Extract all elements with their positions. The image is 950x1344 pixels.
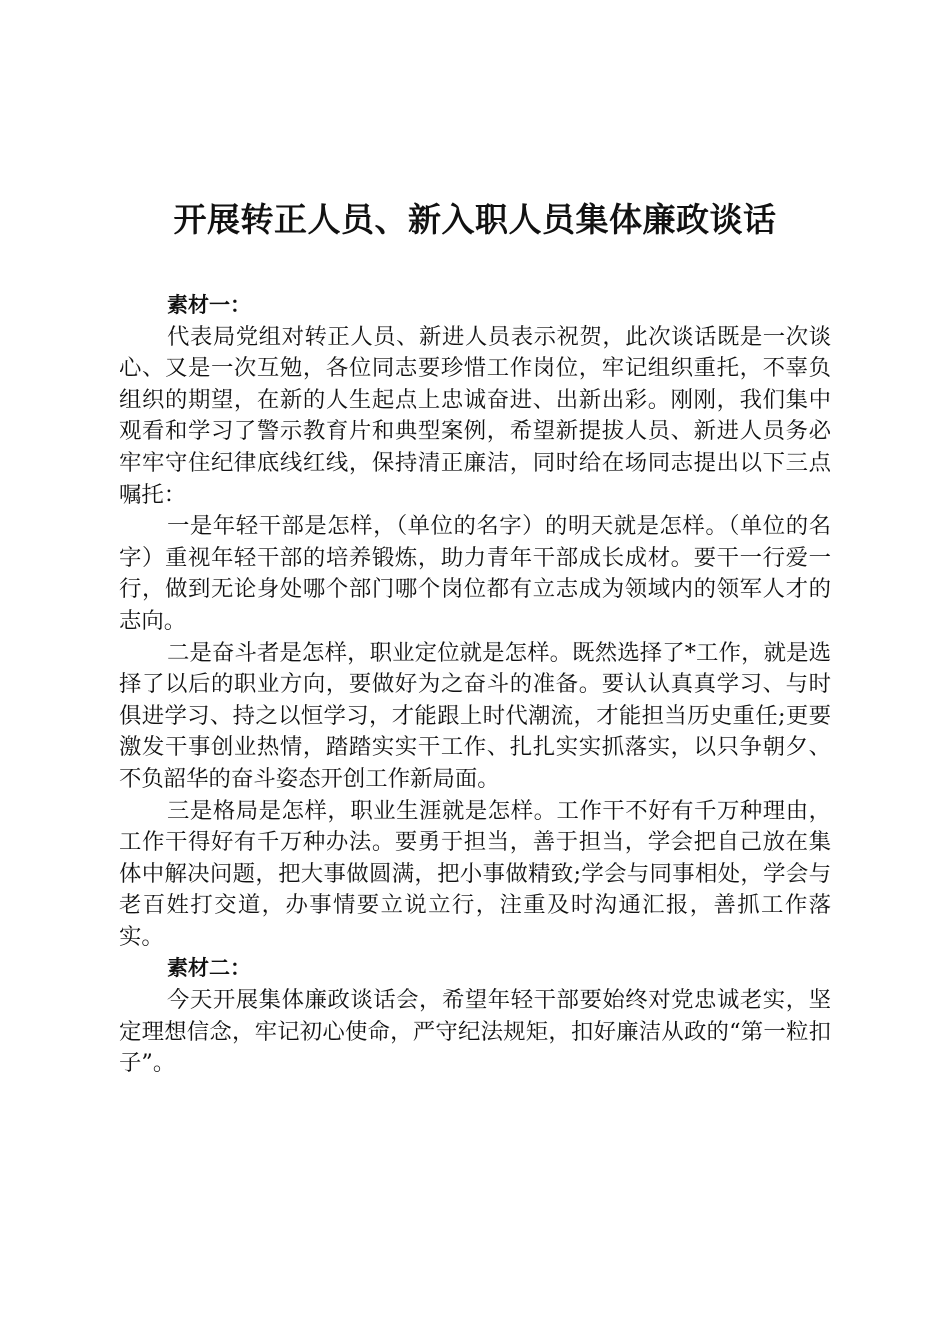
section-heading-2: 素材二：: [167, 956, 251, 981]
paragraph-point-one: 一是年轻干部是怎样，（单位的名字）的明天就是怎样。（单位的名字）重视年轻干部的培养锻炼，助力青年干部成长成材。要干一行爱一行，做到无论身处哪个部门哪个岗位都有立志成为领域内的领军人才的志向。: [119, 513, 831, 634]
paragraph-intro: 代表局党组对转正人员、新进人员表示祝贺，此次谈话既是一次谈心、又是一次互勉，各位同志要珍惜工作岗位，牢记组织重托，不辜负组织的期望，在新的人生起点上忠诚奋进、出新出彩。刚刚，我们集中观看和学习了警示教育片和典型案例，希望新提拔人员、新进人员务必牢牢守住纪律底线红线，保持清正廉洁，同时给在场同志提出以下三点嘱托：: [119, 323, 831, 508]
paragraph-point-two: 二是奋斗者是怎样，职业定位就是怎样。既然选择了*工作，就是选择了以后的职业方向，要做好为之奋斗的准备。要认认真真学习、与时俱进学习、持之以恒学习，才能跟上时代潮流，才能担当历史重任;更要激发干事创业热情，踏踏实实干工作、扎扎实实抓落实，以只争朝夕、不负韶华的奋斗姿态开创工作新局面。: [119, 639, 831, 792]
section-heading-1: 素材一：: [167, 293, 251, 317]
document-title: 开展转正人员、新入职人员集体廉政谈话: [173, 200, 777, 239]
paragraph-section2: 今天开展集体廉政谈话会，希望年轻干部要始终对党忠诚老实，坚定理想信念，牢记初心使命，严守纪法规矩，扣好廉洁从政的“第一粒扣子”。: [119, 987, 831, 1077]
paragraph-point-three: 三是格局是怎样，职业生涯就是怎样。工作干不好有千万种理由，工作干得好有千万种办法。要勇于担当，善于担当，学会把自己放在集体中解决问题，把大事做圆满，把小事做精致;学会与同事相处，学会与老百姓打交道，办事情要立说立行，注重及时沟通汇报，善抓工作落实。: [119, 797, 831, 950]
document-body: [119, 290, 831, 1080]
